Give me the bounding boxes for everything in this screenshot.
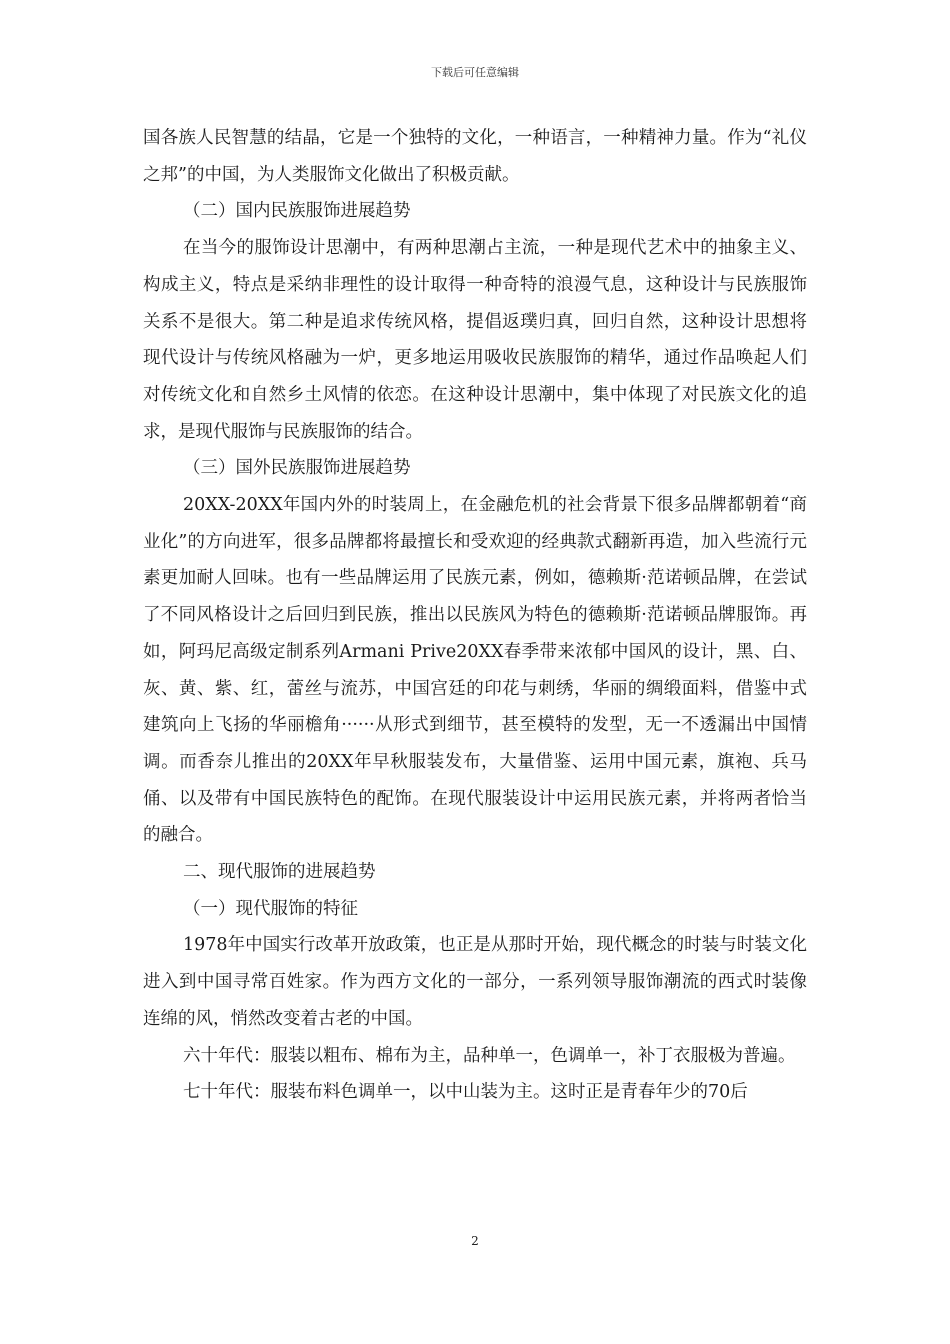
paragraph-sixties: 六十年代：服装以粗布、棉布为主，品种单一，色调单一，补丁衣服极为普遍。 [183,1045,796,1066]
section-heading-features: （一）现代服饰的特征 [183,898,358,919]
paragraph-domestic-trends: 在当今的服饰设计思潮中，有两种思潮占主流，一种是现代艺术中的抽象主义、构成主义，特点是采纳非理性的设计取得一种奇特的浪漫气息，这种设计与民族服饰关系不是很大。第二种是追求传统风格，提倡返璞归真，回归自然，这种设计思想将现代设计与传统风格融为一炉，更多地运用吸收民族服饰的精华，通过作品唤起人们对传统文化和自然乡土风情的依恋。在这种设计思潮中，集中体现了对民族文化的追求，是现代服饰与民族服饰的结合。 [143,238,807,442]
page-number: 2 [471,1234,479,1248]
paragraph-1978: 1978年中国实行改革开放政策，也正是从那时开始，现代概念的时装与时装文化进入到中国寻常百姓家。作为西方文化的一部分，一系列领导服饰潮流的西式时装像连绵的风，悄然改变着古老的中国。 [143,935,807,1029]
page-header: 下载后可任意编辑 [431,66,519,79]
paragraph-foreign-trends: 20XX-20XX年国内外的时装周上，在金融危机的社会背景下很多品牌都朝着“商业化”的方向进军，很多品牌都将最擅长和受欢迎的经典款式翻新再造，加入些流行元素更加耐人回味。也有一些品牌运用了民族元素，例如，德赖斯·范诺顿品牌，在尝试了不同风格设计之后回归到民族，推出以民族风为特色的德赖斯·范诺顿品牌服饰。再如，阿玛尼高级定制系列Armani Prive20XX春季带来浓郁中国风的设计，黑、白、灰、黄、紫、红，蕾丝与流苏，中国宫廷的印花与刺绣，华丽的绸缎面料，借鉴中式建筑向上飞扬的华丽檐角······从形式到细节，甚至模特的发型，无一不透漏出中国情调。而香奈儿推出的20XX年早秋服装发布，大量借鉴、运用中国元素，旗袍、兵马俑、以及带有中国民族特色的配饰。在现代服装设计中运用民族元素，并将两者恰当的融合。 [143,495,807,846]
document-body [143,120,807,1111]
section-heading-domestic: （二）国内民族服饰进展趋势 [183,201,411,222]
section-heading-foreign: （三）国外民族服饰进展趋势 [183,458,411,479]
chapter-heading-modern: 二、现代服饰的进展趋势 [183,862,376,883]
paragraph-continued: 国各族人民智慧的结晶，它是一个独特的文化，一种语言，一种精神力量。作为“礼仪之邦”的中国，为人类服饰文化做出了积极贡献。 [143,128,807,185]
paragraph-seventies: 七十年代：服装布料色调单一，以中山装为主。这时正是青春年少的70后 [183,1082,748,1103]
